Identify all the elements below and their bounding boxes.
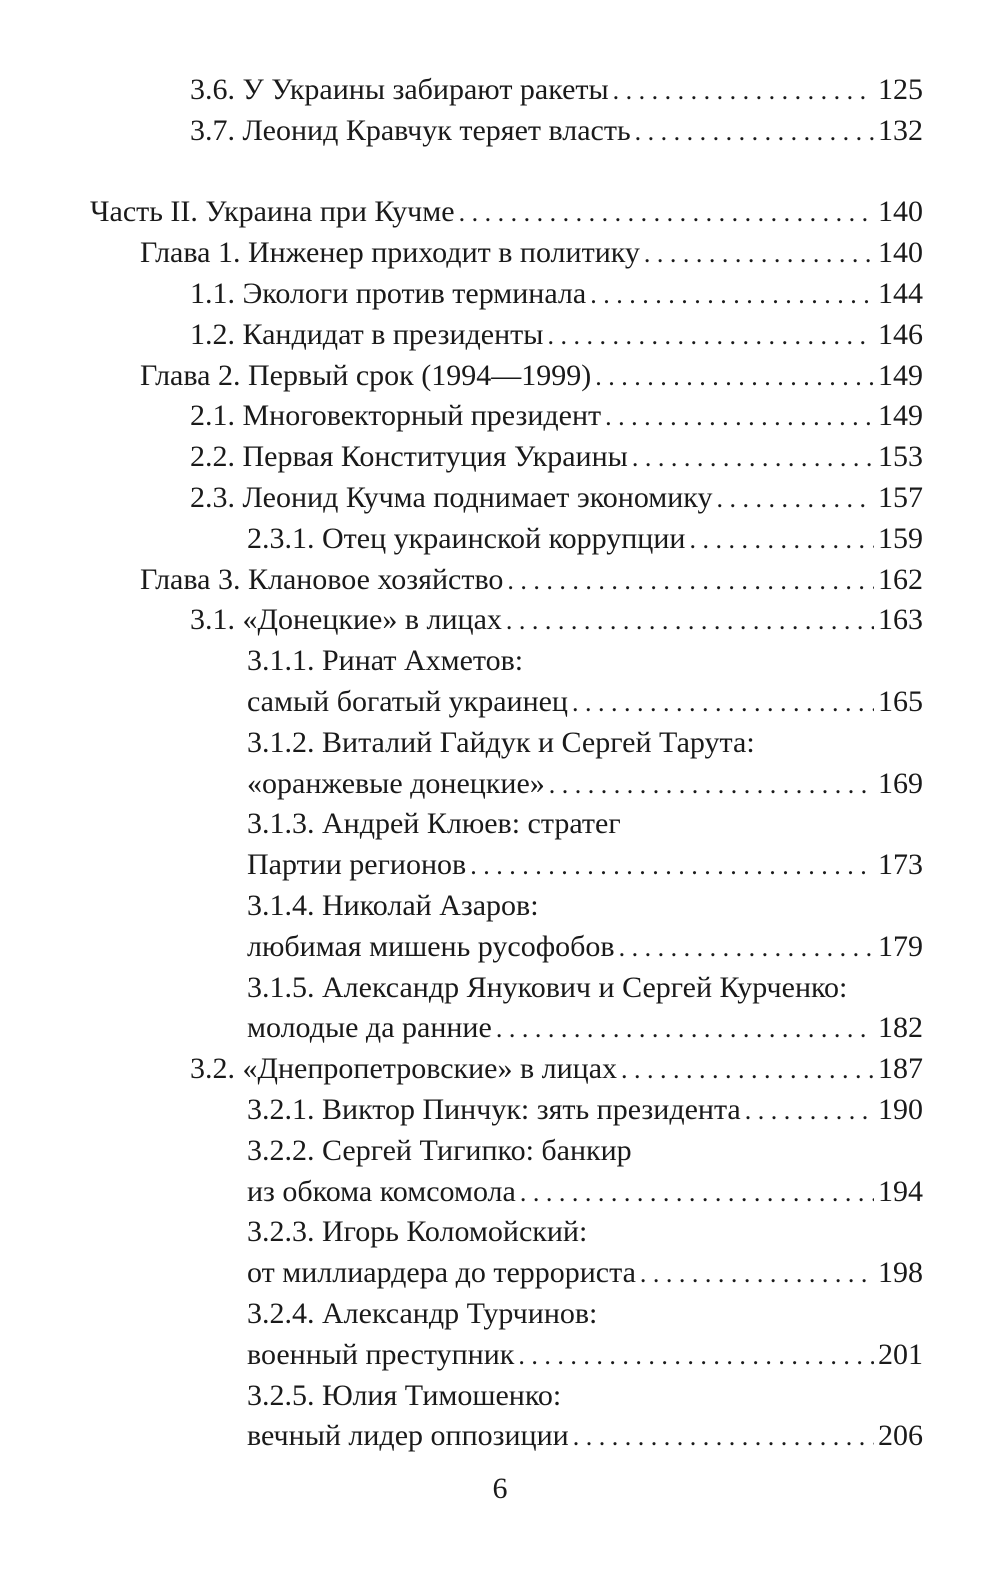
toc-entry-page: 132 xyxy=(878,113,923,147)
toc-entry-title-line: 3.2.4. Александр Турчинов: xyxy=(247,1296,598,1330)
table-of-contents xyxy=(0,70,1000,1457)
toc-row xyxy=(0,70,1000,111)
toc-entry[interactable] xyxy=(247,1416,923,1458)
toc-entry-title: вечный лидер оппозиции xyxy=(247,1419,569,1453)
toc-row xyxy=(0,723,1000,764)
toc-entry-page: 206 xyxy=(878,1419,923,1453)
toc-entry[interactable] xyxy=(190,600,923,642)
toc-entry[interactable] xyxy=(247,1172,923,1214)
toc-row xyxy=(0,764,1000,805)
toc-entry-page: 173 xyxy=(878,848,923,882)
toc-entry-title-line: 3.1.4. Николай Азаров: xyxy=(247,888,539,922)
toc-entry-title: 2.3. Леонид Кучма поднимает экономику xyxy=(190,480,713,514)
dot-leader xyxy=(506,601,874,642)
toc-row xyxy=(0,682,1000,723)
dot-leader xyxy=(507,561,874,602)
toc-entry-title: Партии регионов xyxy=(247,848,467,882)
dot-leader xyxy=(590,275,874,316)
toc-entry-page: 198 xyxy=(878,1256,923,1290)
toc-entry[interactable] xyxy=(140,233,923,275)
toc-row xyxy=(0,1090,1000,1131)
toc-entry-title: 1.1. Экологи против терминала xyxy=(190,276,587,310)
toc-entry-title: 2.2. Первая Конституция Украины xyxy=(190,440,628,474)
toc-entry-title: от миллиардера до террориста xyxy=(247,1256,636,1290)
toc-entry[interactable] xyxy=(247,1008,923,1050)
toc-entry[interactable] xyxy=(190,1049,923,1091)
dot-leader xyxy=(470,846,874,887)
toc-entry[interactable] xyxy=(247,1335,923,1377)
toc-row xyxy=(0,1172,1000,1213)
toc-row xyxy=(0,519,1000,560)
toc-entry-title: 3.2. «Днепропетровские» в лицах xyxy=(190,1052,618,1086)
toc-row xyxy=(0,1416,1000,1457)
toc-row xyxy=(0,641,1000,682)
toc-entry[interactable] xyxy=(247,1253,923,1295)
toc-row xyxy=(0,1008,1000,1049)
toc-entry-page: 153 xyxy=(878,440,923,474)
dot-leader xyxy=(549,765,874,806)
toc-entry-title: 3.1. «Донецкие» в лицах xyxy=(190,603,502,637)
toc-row xyxy=(0,927,1000,968)
toc-entry-title-line: 3.2.5. Юлия Тимошенко: xyxy=(247,1378,562,1412)
toc-entry-page: 179 xyxy=(878,929,923,963)
page-number: 6 xyxy=(492,1472,508,1505)
toc-row xyxy=(0,478,1000,519)
toc-row xyxy=(0,600,1000,641)
toc-entry[interactable] xyxy=(247,682,923,724)
toc-row xyxy=(0,845,1000,886)
toc-entry[interactable] xyxy=(247,519,923,561)
toc-entry[interactable] xyxy=(190,437,923,479)
toc-entry-title: 3.2.1. Виктор Пинчук: зять президента xyxy=(247,1092,741,1126)
toc-entry-page: 162 xyxy=(878,562,923,596)
toc-entry-page: 149 xyxy=(878,358,923,392)
toc-entry-page: 163 xyxy=(878,603,923,637)
toc-row xyxy=(0,192,1000,233)
toc-entry-title: «оранжевые донецкие» xyxy=(247,766,545,800)
toc-entry[interactable] xyxy=(190,111,923,153)
toc-row xyxy=(0,111,1000,152)
dot-leader xyxy=(605,397,874,438)
toc-row xyxy=(0,804,1000,845)
toc-entry-title: 3.7. Леонид Кравчук теряет власть xyxy=(190,113,631,147)
dot-leader xyxy=(520,1173,874,1214)
toc-entry-page: 182 xyxy=(878,1011,923,1045)
dot-leader xyxy=(547,316,874,357)
dot-leader xyxy=(640,1254,874,1295)
toc-row xyxy=(0,1253,1000,1294)
toc-entry-title: самый богатый украинец xyxy=(247,684,568,718)
toc-row xyxy=(0,1335,1000,1376)
toc-entry-title: 1.2. Кандидат в президенты xyxy=(190,317,544,351)
toc-entry-title: из обкома комсомола xyxy=(247,1174,516,1208)
toc-entry-page: 144 xyxy=(878,276,923,310)
toc-entry-title-line: 3.2.3. Игорь Коломойский: xyxy=(247,1215,588,1249)
toc-row xyxy=(0,437,1000,478)
toc-entry[interactable] xyxy=(140,356,923,398)
toc-entry-title-line: 3.1.3. Андрей Клюев: стратег xyxy=(247,807,621,841)
toc-entry-page: 187 xyxy=(878,1052,923,1086)
toc-entry-page: 140 xyxy=(878,236,923,270)
toc-entry-title-line: 3.1.2. Виталий Гайдук и Сергей Тарута: xyxy=(247,725,755,759)
toc-entry[interactable] xyxy=(140,560,923,602)
toc-entry-page: 149 xyxy=(878,399,923,433)
toc-row xyxy=(0,1049,1000,1090)
toc-row xyxy=(0,968,1000,1009)
toc-row xyxy=(0,274,1000,315)
toc-entry-page: 159 xyxy=(878,521,923,555)
toc-entry-page: 201 xyxy=(878,1337,923,1371)
toc-entry-page: 157 xyxy=(878,480,923,514)
toc-entry[interactable] xyxy=(190,274,923,316)
toc-entry[interactable] xyxy=(247,845,923,887)
dot-leader xyxy=(459,193,874,234)
toc-entry[interactable] xyxy=(247,1090,923,1132)
dot-leader xyxy=(635,112,874,153)
dot-leader xyxy=(716,479,874,520)
toc-entry-title: Глава 3. Клановое хозяйство xyxy=(140,562,504,596)
toc-row xyxy=(0,1212,1000,1253)
toc-row xyxy=(0,396,1000,437)
toc-row xyxy=(0,1131,1000,1172)
toc-entry-title: Глава 2. Первый срок (1994—1999) xyxy=(140,358,592,392)
toc-row xyxy=(0,560,1000,601)
toc-entry-title: 2.3.1. Отец украинской коррупции xyxy=(247,521,686,555)
toc-entry-page: 190 xyxy=(878,1092,923,1126)
dot-leader xyxy=(573,1417,874,1458)
toc-entry-title: военный преступник xyxy=(247,1337,515,1371)
dot-leader xyxy=(745,1091,874,1132)
toc-row xyxy=(0,1294,1000,1335)
toc-entry-title: Часть II. Украина при Кучме xyxy=(90,195,455,229)
toc-entry[interactable] xyxy=(90,192,923,234)
toc-entry-title-line: 3.1.1. Ринат Ахметов: xyxy=(247,644,524,678)
toc-entry[interactable] xyxy=(190,396,923,438)
toc-entry-title: любимая мишень русофобов xyxy=(247,929,615,963)
toc-entry-title: Глава 1. Инженер приходит в политику xyxy=(140,236,640,270)
dot-leader xyxy=(572,683,874,724)
toc-entry-title-line: 3.2.2. Сергей Тигипко: банкир xyxy=(247,1133,632,1167)
dot-leader xyxy=(621,1050,874,1091)
dot-leader xyxy=(613,71,874,112)
toc-entry[interactable] xyxy=(247,764,923,806)
toc-entry[interactable] xyxy=(190,315,923,357)
dot-leader xyxy=(644,234,874,275)
toc-entry-page: 169 xyxy=(878,766,923,800)
toc-entry-title-line: 3.1.5. Александр Янукович и Сергей Курченко: xyxy=(247,970,848,1004)
toc-entry[interactable] xyxy=(190,478,923,520)
dot-leader xyxy=(632,438,874,479)
toc-entry-title: 3.6. У Украины забирают ракеты xyxy=(190,73,609,106)
toc-spacer xyxy=(0,152,1000,193)
toc-entry-page: 140 xyxy=(878,195,923,229)
toc-entry-title: 2.1. Многовекторный президент xyxy=(190,399,602,433)
toc-row xyxy=(0,1376,1000,1417)
toc-entry-page: 165 xyxy=(878,684,923,718)
dot-leader xyxy=(518,1336,874,1377)
toc-entry[interactable] xyxy=(247,927,923,969)
toc-entry-title: молодые да ранние xyxy=(247,1011,492,1045)
dot-leader xyxy=(595,357,874,398)
toc-row xyxy=(0,315,1000,356)
dot-leader xyxy=(496,1009,874,1050)
toc-row xyxy=(0,233,1000,274)
toc-entry[interactable] xyxy=(190,70,923,112)
toc-entry-page: 125 xyxy=(878,73,923,106)
toc-row xyxy=(0,886,1000,927)
toc-row xyxy=(0,356,1000,397)
dot-leader xyxy=(689,520,874,561)
toc-entry-page: 194 xyxy=(878,1174,923,1208)
dot-leader xyxy=(619,928,874,969)
toc-entry-page: 146 xyxy=(878,317,923,351)
